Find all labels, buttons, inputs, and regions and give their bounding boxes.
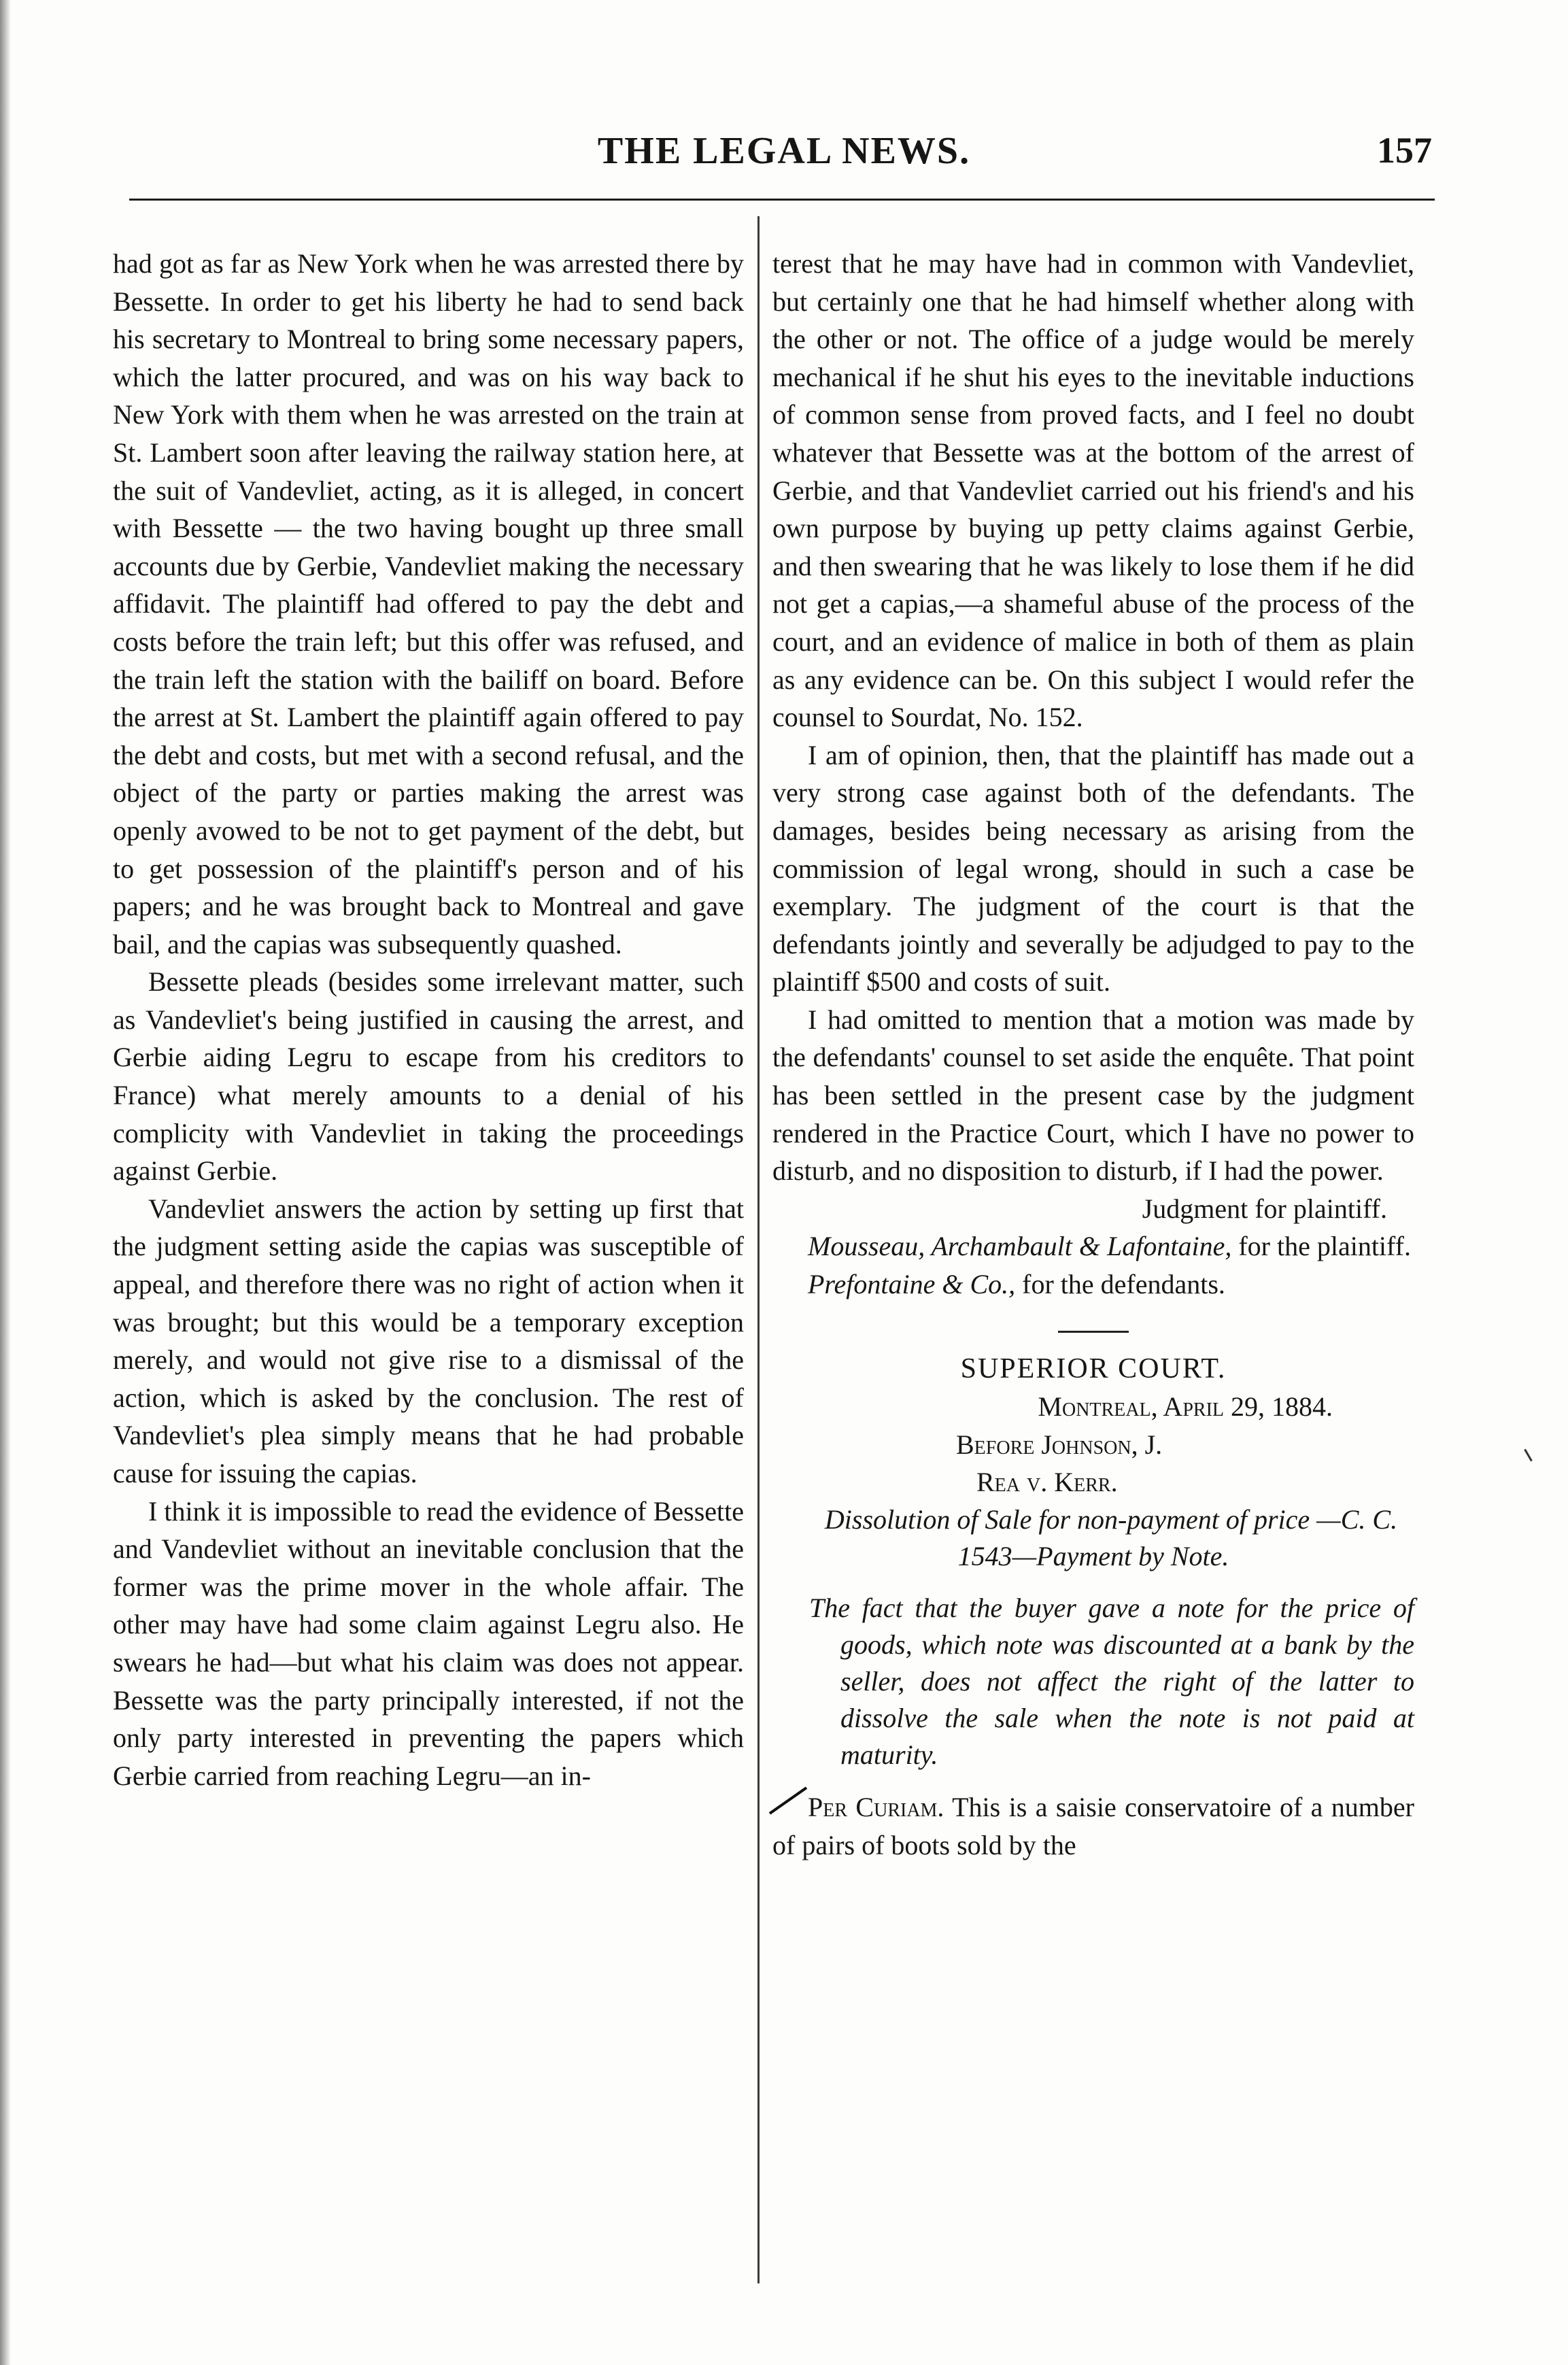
margin-tick bbox=[1524, 1449, 1533, 1462]
header-rule bbox=[129, 199, 1435, 201]
case-syllabus: The fact that the buyer gave a note for the price of goods, which note was discounted at a bank by the seller, does not affect the right of the latter to dissolve the sale when the note is not paid at maturity. bbox=[809, 1593, 1414, 1770]
per-curiam-label: Per Curiam. bbox=[808, 1792, 944, 1822]
right-column bbox=[772, 245, 1414, 1864]
counsel-plaintiff-role: for the plaintiff. bbox=[1238, 1231, 1411, 1262]
counsel-defendants-names: Prefontaine & Co., bbox=[808, 1269, 1016, 1300]
paragraph: had got as far as New York when he was arrested there by Bessette. In order to get his liberty he had to send back his secretary to Montreal to bring some necessary papers, which the latter procured, and was on his way back to New York with them when he was arrested on the train at St. Lambert soon after leaving the railway station here, at the suit of Vandevliet, acting, as it is alleged, in concert with Bessette — the two having bought up three small accounts due by Gerbie, Vandevliet making the necessary affidavit. The plaintiff had offered to pay the debt and costs before the train left; but this offer was refused, and the train left the station with the bailiff on board. Before the arrest at St. Lambert the plaintiff again offered to pay the debt and costs, but met with a second refusal, and the object of the party or parties making the arrest was openly avowed to be not to get payment of the debt, but to get possession of the plaintiff's person and of his papers; and he was brought back to Montreal and gave bail, and the capias was subsequently quashed. bbox=[113, 248, 744, 959]
counsel-defendants bbox=[772, 1265, 1414, 1304]
case-subject: Dissolution of Sale for non-payment of price —C. C. 1543—Payment by Note. bbox=[824, 1504, 1398, 1571]
place-date: Montreal, April 29, 1884. bbox=[1038, 1391, 1333, 1423]
per-curiam-paragraph bbox=[772, 1788, 1414, 1864]
paragraph: I had omitted to mention that a motion was made by the defendants' counsel to set aside the enquête. That point has been settled in the present case by the judgment rendered in the Practice Court, which I have no power to disturb, and no disposition to disturb, if I had the power. bbox=[772, 1004, 1414, 1187]
paragraph: Vandevliet answers the action by setting up first that the judgment setting aside the capias was susceptible of appeal, and therefore there was no right of action when it was brought; but this would be a temporary exception merely, and would not give rise to a dismissal of the action, which is asked by the conclusion. The rest of Vandevliet's plea simply means that he had probable cause for issuing the capias. bbox=[113, 1193, 744, 1488]
paragraph: terest that he may have had in common with Vandevliet, but certainly one that he had himself whether along with the other or not. The office of a judge would be merely mechanical if he shut his eyes to the inevitable inductions of common sense from proved facts, and I feel no doubt whatever that Bessette was at the bottom of the arrest of Gerbie, and that Vandevliet carried out his friend's and his own purpose by buying up petty claims against Gerbie, and then swearing that he was likely to lose them if he did not get a capias,—a shameful abuse of the process of the court, and an evidence of malice in both of them as plain as any evidence can be. On this subject I would refer the counsel to Sourdat, No. 152. bbox=[772, 248, 1414, 733]
left-column bbox=[113, 245, 744, 1794]
case-parties: Rea v. Kerr. bbox=[976, 1467, 1118, 1498]
counsel-defendants-role: for the defendants. bbox=[1022, 1269, 1225, 1300]
judge-line: Before Johnson, J. bbox=[956, 1429, 1163, 1460]
section-rule bbox=[1058, 1331, 1129, 1333]
per-curiam-text: This is a saisie conservatoire of a number of pairs of boots sold by the bbox=[772, 1792, 1414, 1860]
counsel-plaintiff bbox=[772, 1227, 1414, 1265]
paragraph: I am of opinion, then, that the plaintiff has made out a very strong case against both of the defendants. The damages, besides being necessary as arising from the commission of legal wrong, should in such a case be exemplary. The judgment of the court is that the defendants jointly and severally be adjudged to pay to the plaintiff $500 and costs of suit. bbox=[772, 739, 1414, 998]
paragraph: Bessette pleads (besides some irrelevant matter, such as Vandevliet's being justified in causing the arrest, and Gerbie aiding Legru to escape from his creditors to France) what merely amounts to a denial of his complicity with Vandevliet in taking the proceedings against Gerbie. bbox=[113, 966, 744, 1187]
column-divider bbox=[757, 216, 760, 2283]
paragraph: I think it is impossible to read the evidence of Bessette and Vandevliet without an inevitable conclusion that the former was the prime mover in the whole affair. The other may have had some claim against Legru also. He swears he had—but what his claim was does not appear. Bessette was the party principally interested, if not the only party interested in preventing the papers which Gerbie carried from reaching Legru—an in- bbox=[113, 1495, 744, 1791]
running-title: THE LEGAL NEWS. bbox=[597, 130, 971, 172]
counsel-plaintiff-names: Mousseau, Archambault & Lafontaine, bbox=[808, 1231, 1232, 1262]
page-binding-shadow bbox=[0, 0, 11, 2365]
court-heading: SUPERIOR COURT. bbox=[960, 1352, 1227, 1384]
judgment-line: Judgment for plaintiff. bbox=[1142, 1193, 1387, 1224]
page-number: 157 bbox=[1377, 130, 1432, 171]
